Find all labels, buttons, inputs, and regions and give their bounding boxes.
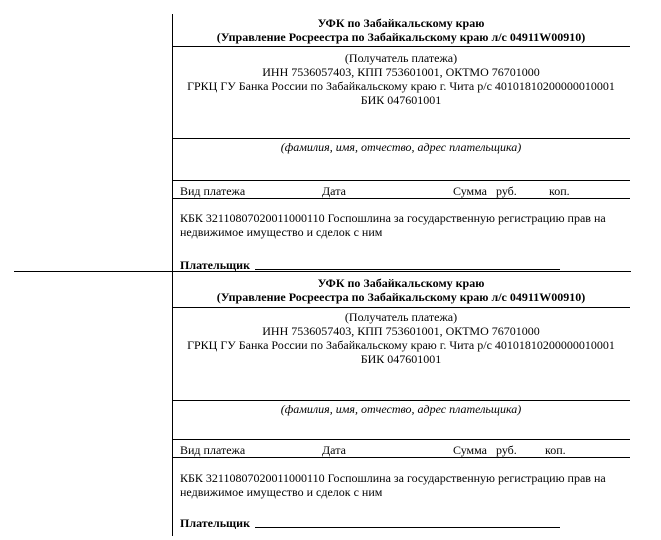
payer-label: Плательщик [180,258,251,272]
bik-line: БИК 047601001 [360,93,442,107]
sum-label: Сумма [453,184,487,198]
fields-divider [172,457,630,458]
payer-label: Плательщик [180,516,251,530]
payer-divider [172,180,630,181]
bank-line: ГРКЦ ГУ Банка России по Забайкальскому краю г. Чита р/с 40101810200000010001 [187,79,615,93]
inn-line: ИНН 7536057403, КПП 753601001, ОКТМО 76701000 [262,65,540,79]
payment-type-label: Вид платежа [180,184,246,198]
payer-caption: (фамилия, имя, отчество, адрес плательщика) [280,402,522,416]
date-label: Дата [322,443,346,457]
kop-label: коп. [549,184,570,198]
sum-label: Сумма [453,443,487,457]
payer-divider [172,439,630,440]
recipient-department: (Управление Росреестра по Забайкальскому краю л/с 04911W00910) [216,30,586,44]
fields-divider [172,198,630,199]
payment-type-label: Вид платежа [180,443,246,457]
rub-label: руб. [496,184,517,198]
recipient-divider [172,138,630,139]
payer-signature-line[interactable] [255,527,560,528]
recipient-department: (Управление Росреестра по Забайкальскому краю л/с 04911W00910) [216,290,586,304]
date-label: Дата [322,184,346,198]
inn-line: ИНН 7536057403, КПП 753601001, ОКТМО 76701000 [262,324,540,338]
kbk-line-1: КБК 32110807020011000110 Госпошлина за государственную регистрацию прав на [180,211,606,225]
header-divider [172,46,630,47]
payment-slip-2 [0,259,661,529]
recipient-caption: (Получатель платежа) [344,310,458,324]
kop-label: коп. [545,443,566,457]
recipient-divider [172,400,630,401]
rub-label: руб. [496,443,517,457]
recipient-name: УФК по Забайкальскому краю [317,276,485,290]
kbk-line-2: недвижимое имущество и сделок с ним [180,225,383,239]
kbk-line-2: недвижимое имущество и сделок с ним [180,485,383,499]
kbk-line-1: КБК 32110807020011000110 Госпошлина за государственную регистрацию прав на [180,471,606,485]
recipient-name: УФК по Забайкальскому краю [317,16,485,30]
bank-line: ГРКЦ ГУ Банка России по Забайкальскому краю г. Чита р/с 40101810200000010001 [187,338,615,352]
header-divider [172,307,630,308]
bik-line: БИК 047601001 [360,352,442,366]
recipient-caption: (Получатель платежа) [344,51,458,65]
payer-caption: (фамилия, имя, отчество, адрес плательщика) [280,140,522,154]
